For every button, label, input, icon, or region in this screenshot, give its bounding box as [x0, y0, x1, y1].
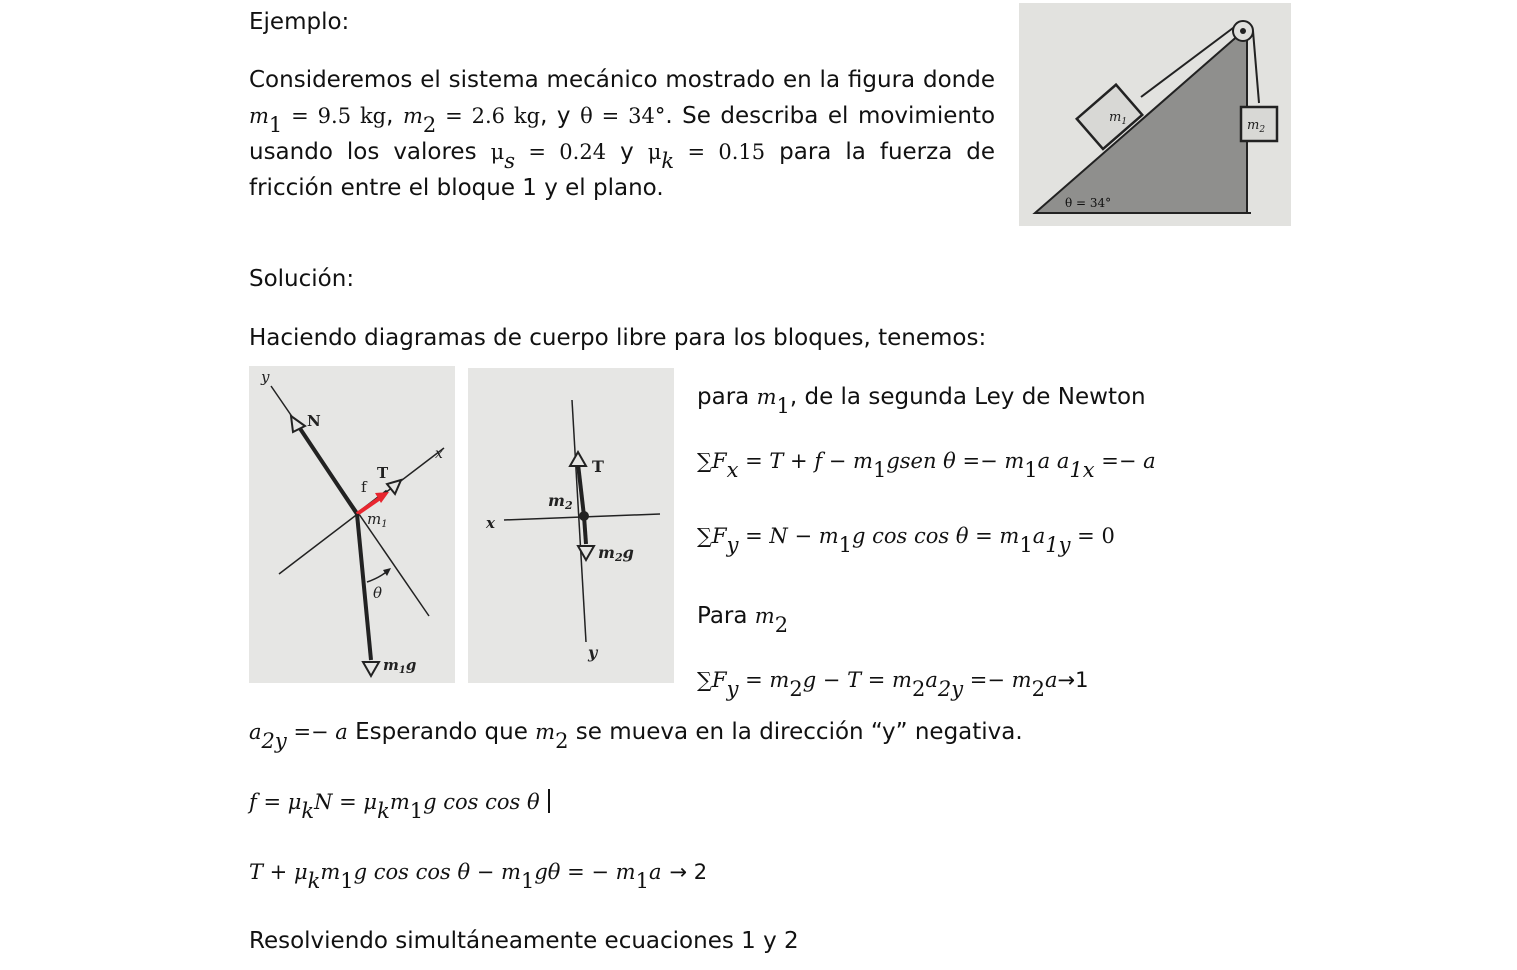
eq1-d: =− a: [1094, 449, 1156, 473]
heading-example: Ejemplo:: [249, 9, 350, 35]
a2y-text1: Esperando que: [347, 719, 536, 745]
eq3-Fsub: y: [726, 677, 739, 701]
conclusion: Resolviendo simultáneamente ecuaciones 1 y 2: [249, 928, 799, 954]
eq3-F: F: [712, 668, 727, 692]
line-friction: [249, 787, 550, 823]
f-asub: k: [301, 799, 315, 823]
fbd2-label-x: x: [486, 514, 495, 532]
eq2-sigma: ∑: [697, 524, 712, 548]
eq1-bsub: 1: [1024, 458, 1038, 482]
fbd1-label-y: y: [261, 368, 270, 386]
fbd1-label-T: T: [377, 464, 389, 482]
eq3-b: g − T = m: [802, 668, 912, 692]
eq2-b: g cos cos θ = m: [852, 524, 1020, 548]
a2y-text2: se mueva en la dirección “y” negativa.: [568, 719, 1023, 745]
fbd-block1: [249, 366, 455, 683]
eq1-Fsub: x: [726, 458, 739, 482]
eq3-dsub: 2: [1031, 677, 1045, 701]
m1-value: = 9.5 kg: [282, 104, 387, 128]
line-tension: [249, 857, 708, 893]
eq2-bsub: 1: [1019, 533, 1033, 557]
fbd-intro: Haciendo diagramas de cuerpo libre para los bloques, tenemos:: [249, 325, 987, 351]
label-theta: θ = 34°: [1065, 196, 1112, 210]
eq-m1-title-sym: m: [756, 385, 777, 409]
eq1-asub: 1: [872, 458, 887, 482]
eq2-d: = 0: [1070, 524, 1115, 548]
intro-text-3: usando los valores: [249, 139, 477, 165]
m2-sub: 2: [422, 113, 437, 137]
fbd1-label-N: N: [307, 412, 321, 430]
m1-sub: 1: [268, 113, 283, 137]
fbd2-diagram: [468, 368, 674, 683]
eq1-csub: 1x: [1069, 458, 1095, 482]
fbd2-label-y: y: [588, 643, 598, 662]
eq1-F: F: [712, 449, 727, 473]
equation-sum-fy-m1: [697, 521, 1115, 557]
equation-sum-fx: [697, 446, 1156, 482]
eq3-a: = m: [738, 668, 790, 692]
mu-k-symbol: μ: [647, 140, 662, 164]
eq2-Fsub: y: [726, 533, 739, 557]
eq-m2-title-pre: Para: [697, 603, 755, 629]
intro-text-1: Consideremos el sistema mecánico mostrado en la figura donde: [249, 67, 995, 93]
f-bsub: k: [377, 799, 390, 823]
eq3-bsub: 2: [911, 677, 926, 701]
T-arrow: → 2: [669, 860, 708, 884]
theta-value: θ = 34°: [580, 104, 666, 128]
f-csub: 1: [409, 799, 424, 823]
heading-solution: Solución:: [249, 266, 355, 292]
T-csub: 1: [520, 869, 535, 893]
m2-value: = 2.6 kg: [436, 104, 541, 128]
fbd1-diagram: [249, 366, 455, 683]
eq-m1-title-pre: para: [697, 384, 757, 410]
mu-k-sub: k: [661, 149, 675, 173]
eq1-c: a a: [1037, 449, 1070, 473]
eq2-asub: 1: [838, 533, 853, 557]
eq3-c: a: [925, 668, 938, 692]
eq1-sigma: ∑: [697, 449, 712, 473]
m2-symbol: m: [402, 104, 423, 128]
a2y-sym: a: [249, 720, 262, 744]
T-asub: k: [307, 869, 321, 893]
f-d: g cos cos θ: [423, 790, 540, 814]
text-cursor: [548, 789, 550, 813]
T-a: T + μ: [249, 860, 308, 884]
fbd-block2: [468, 368, 674, 683]
eq2-F: F: [712, 524, 727, 548]
T-e: a: [648, 860, 662, 884]
T-bsub: 1: [340, 869, 354, 893]
fbd1-label-x: x: [435, 446, 443, 462]
incline-diagram: [1019, 3, 1291, 226]
eq2-a: = N − m: [738, 524, 839, 548]
mu-k-value: = 0.15: [674, 140, 766, 164]
a2y-sub: 2y: [261, 729, 287, 753]
T-dsub: 1: [635, 869, 649, 893]
fbd1-label-theta: θ: [373, 584, 383, 602]
intro-paragraph: Consideremos el sistema mecánico mostrado en la figura donde $m_1 = 9.5$ kg, $m_2 = 2.6$ kg, y θ = 34°. Se describa el movimiento usando los valores $\mu_s = 0.24$ y $\mu_k = 0.15$ para la fuerza de fricción entre el bloque 1 y el plano.: [249, 67, 996, 201]
a2y-m: m: [535, 720, 556, 744]
a2y-msub: 2: [555, 729, 569, 753]
eq3-arrow: →1: [1057, 668, 1089, 692]
a2y-eq: =− a: [286, 720, 348, 744]
eq3-asub: 2: [789, 677, 803, 701]
mu-s-sub: s: [504, 149, 516, 173]
mu-s-value: = 0.24: [515, 140, 607, 164]
label-m2: $m_2$: [1247, 118, 1266, 135]
eq1-b: gsen θ =− m: [886, 449, 1025, 473]
eq2-c: a: [1032, 524, 1046, 548]
equation-sum-fy-m2: [697, 665, 1089, 701]
incline-figure: [1019, 3, 1291, 226]
eq-m1-title-post: , de la segunda Ley de Newton: [789, 384, 1146, 410]
f-a: f = μ: [249, 790, 302, 814]
T-b: m: [320, 860, 341, 884]
T-d: gθ = − m: [534, 860, 636, 884]
eq-m1-title-sub: 1: [776, 394, 790, 418]
f-b: N = μ: [314, 790, 378, 814]
intro-text-4: para la fuerza de fricción entre el bloque 1 y el plano.: [249, 139, 996, 201]
eq-m2-title-sub: 2: [774, 613, 789, 637]
mu-s-symbol: μ: [490, 140, 505, 164]
fbd1-label-weight: $m_1g$: [383, 656, 417, 676]
eq2-csub: 1y: [1045, 533, 1071, 557]
eq-m2-title: [697, 601, 789, 637]
eq3-d: =− m: [963, 668, 1032, 692]
f-c: m: [389, 790, 410, 814]
T-c: g cos cos θ − m: [353, 860, 521, 884]
eq3-csub: 2y: [937, 677, 964, 701]
eq3-sigma: ∑: [697, 668, 712, 692]
fbd2-label-weight: m2g: [598, 543, 634, 564]
m1-symbol: m: [249, 104, 269, 128]
fbd1-label-f: f: [361, 478, 367, 496]
intro-text-2: . Se describa el movimiento: [665, 103, 996, 129]
eq1-a: = T + f − m: [738, 449, 873, 473]
fbd2-label-m2: m2: [548, 491, 573, 512]
eq-m1-title: [697, 382, 1146, 418]
line-a2y: [249, 717, 1023, 753]
intro-conj: y: [620, 139, 634, 165]
eq-m2-title-sym: m: [754, 604, 775, 628]
fbd2-label-T: T: [592, 457, 604, 476]
fbd1-label-m1: $m_1$: [367, 510, 388, 530]
eq3-e: a: [1044, 668, 1058, 692]
label-m1: $m_1$: [1109, 110, 1128, 127]
